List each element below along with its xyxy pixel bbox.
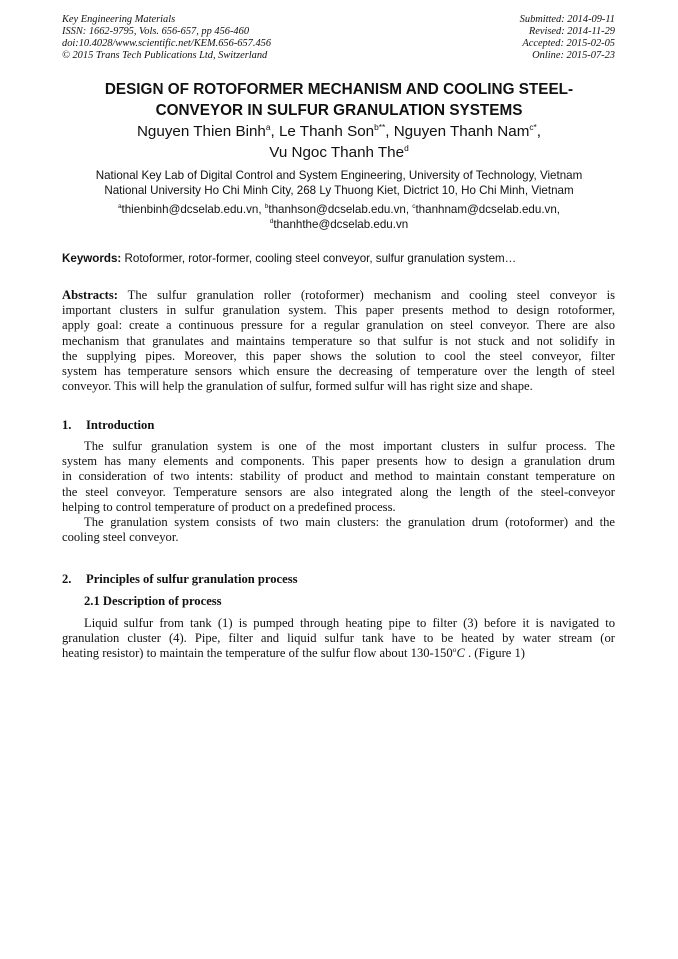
email-mark: b <box>264 203 269 211</box>
author-emails <box>52 203 626 232</box>
author-name: Vu Ngoc Thanh The <box>269 143 405 161</box>
date-online: Online: 2015-07-23 <box>532 50 615 62</box>
abstract-line <box>62 288 615 303</box>
body-text: heating resistor) to maintain the temperature of the sulfur flow about 130-150 <box>62 646 453 661</box>
body-line: the steel conveyor. Temperature sensors are also integrated along the length of the steel-conveyor <box>62 484 615 499</box>
journal-issn: ISSN: 1662-9795, Vols. 656-657, pp 456-460 <box>62 26 250 38</box>
email-separator: , <box>405 203 413 216</box>
paper-title-line-2: CONVEYOR IN SULFUR GRANULATION SYSTEMS <box>155 101 523 119</box>
journal-doi[interactable]: doi:10.4028/www.scientific.net/KEM.656-657.456 <box>62 38 272 50</box>
body-line: Liquid sulfur from tank (1) is pumped through heating pipe to filter (3) before it is navigated to <box>84 616 615 630</box>
email-row-2 <box>52 218 626 233</box>
abstract-line: mechanism that granulates and maintains temperature so that sulfur is not stuck and not solidify in <box>62 333 615 348</box>
author-name: Nguyen Thanh Nam <box>393 123 530 140</box>
abstract-line: system has temperature sensors which ensure the decreasing of temperature over the length of steel <box>62 364 615 379</box>
paper-title-line-1: DESIGN OF ROTOFORMER MECHANISM AND COOLING STEEL- <box>104 81 574 98</box>
email-mark: a <box>117 203 122 211</box>
author-affil-mark: c* <box>529 121 537 132</box>
abstract-line: apply goal: create a continuous pressure for a regular granulation on steel conveyor. There are also <box>62 318 615 333</box>
affiliation <box>52 168 626 198</box>
subsection-heading-description: 2.1 Description of process <box>84 594 222 608</box>
email-link[interactable]: thanhson@dcselab.edu.vn <box>268 203 406 216</box>
body-line: helping to control temperature of product on a predefined process. <box>62 499 396 514</box>
section-number: 1. <box>62 418 72 432</box>
keywords-text: Rotoformer, rotor-former, cooling steel conveyor, sulfur granulation system… <box>121 252 517 265</box>
paper-title <box>62 80 616 121</box>
degree-mark: o <box>452 645 457 655</box>
author-row-2 <box>62 143 616 164</box>
publication-dates <box>520 14 615 62</box>
email-link[interactable]: thanhthe@dcselab.edu.vn <box>273 217 409 231</box>
author-separator: , <box>536 123 542 140</box>
abstract-line: important clusters in sulfur granulation system. This paper presents method to design rotoformer, <box>62 303 615 318</box>
author-separator: , <box>270 123 279 140</box>
keywords-label: Keywords: <box>62 252 122 265</box>
body-line: in consideration of two intents: stability of product and method to maintain constant temperature on <box>62 469 615 484</box>
date-submitted: Submitted: 2014-09-11 <box>519 14 615 25</box>
email-link[interactable]: thienbinh@dcselab.edu.vn <box>121 203 259 216</box>
section-heading-introduction <box>62 418 154 433</box>
figure-reference: . (Figure 1) <box>464 646 526 661</box>
section-number: 2. <box>62 572 72 586</box>
author-affil-mark: a <box>265 121 271 132</box>
author-affil-mark: d <box>404 142 409 153</box>
body-line: The sulfur granulation system is one of the most important clusters in sulfur process. The <box>84 439 615 453</box>
journal-info <box>62 14 271 62</box>
body-line: The granulation system consists of two main clusters: the granulation drum (rotoformer) and the <box>84 515 615 530</box>
description-body <box>62 616 615 662</box>
keywords <box>62 252 622 266</box>
author-row-1 <box>62 122 616 143</box>
author-affil-mark: b** <box>374 121 386 132</box>
abstract-line: conveyor. This will help the granulation of sulfur, formed sulfur will has right size and shape. <box>62 379 533 394</box>
abstract-label: Abstracts: <box>62 288 118 302</box>
body-line <box>62 646 615 661</box>
date-revised: Revised: 2014-11-29 <box>528 26 615 38</box>
email-separator: , <box>258 203 265 216</box>
section-heading-principles <box>62 572 298 587</box>
abstract-line: the supplying pipes. Moreover, this paper shows the solution to cool the steel conveyor, filter <box>62 348 615 363</box>
abstract-text: The sulfur granulation roller (rotoformer) mechanism and cooling steel conveyor is <box>117 288 615 302</box>
email-link[interactable]: thanhnam@dcselab.edu.vn <box>415 203 557 216</box>
email-mark: c <box>412 203 416 211</box>
author-separator: , <box>385 123 394 140</box>
affiliation-line-1: National Key Lab of Digital Control and System Engineering, University of Technology, Vietnam <box>95 169 583 182</box>
body-line: cooling steel conveyor. <box>62 530 179 545</box>
abstract <box>62 288 615 394</box>
email-row-1 <box>52 203 626 218</box>
date-accepted: Accepted: 2015-02-05 <box>522 38 615 50</box>
author-name: Le Thanh Son <box>278 123 375 140</box>
section-title: Principles of sulfur granulation process <box>86 572 298 586</box>
author-list <box>62 122 616 163</box>
body-line: granulation cluster (4). Pipe, filter and liquid sulfur tank have to be heated by water stream (or <box>62 631 615 646</box>
section-title: Introduction <box>86 418 155 432</box>
body-line: system has many elements and components. This paper presents how to design a granulation drum <box>62 454 615 469</box>
email-mark: d <box>269 217 274 225</box>
celsius-unit: C <box>456 646 465 661</box>
author-name: Nguyen Thien Binh <box>136 123 266 140</box>
journal-name: Key Engineering Materials <box>62 14 176 25</box>
affiliation-line-2: National University Ho Chi Minh City, 268 Ly Thuong Kiet, Dictrict 10, Ho Chi Minh, Vietnam <box>104 184 574 197</box>
email-separator: , <box>556 203 561 216</box>
introduction-body <box>62 439 615 545</box>
temperature-unit <box>453 646 465 660</box>
journal-copyright: © 2015 Trans Tech Publications Ltd, Switzerland <box>62 50 268 62</box>
